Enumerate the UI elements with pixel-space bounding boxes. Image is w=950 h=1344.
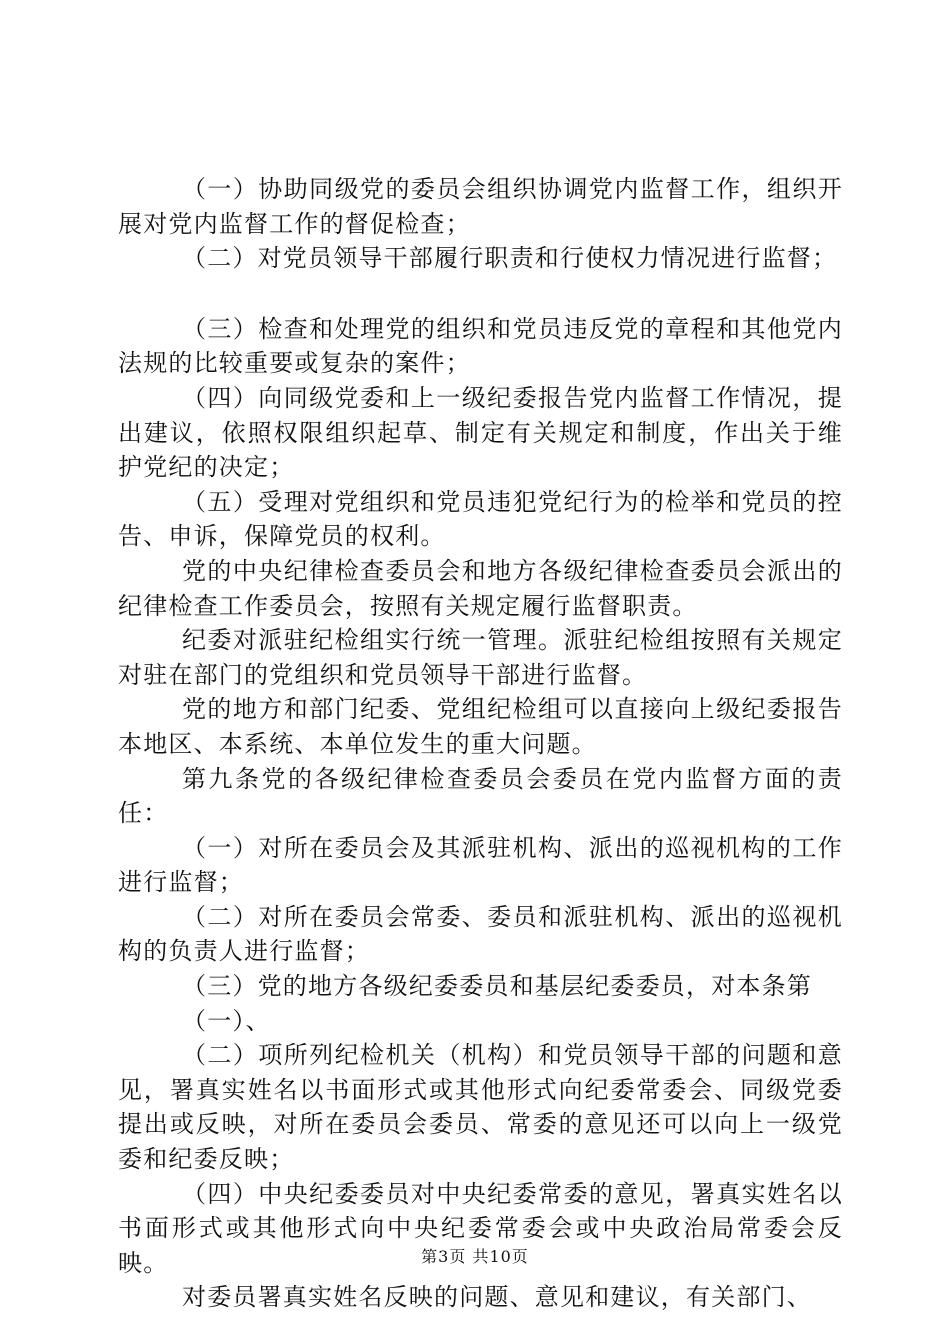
paragraph-13: （一）、 xyxy=(182,1006,271,1035)
paragraph-8: 党的地方和部门纪委、党组纪检组可以直接向上级纪委报告本地区、本系统、本单位发生的重大问题。 xyxy=(118,695,843,758)
paragraph-11: （二）对所在委员会常委、委员和派驻机构、派出的巡视机构的负责人进行监督； xyxy=(118,902,843,966)
paragraph-4: （四）向同级党委和上一级纪委报告党内监督工作情况，提出建议，依照权限组织起草、制定有关规定和制度，作出关于维护党纪的决定； xyxy=(118,383,843,482)
paragraph-5: （五）受理对党组织和党员违犯党纪行为的检举和党员的控告、申诉，保障党员的权利。 xyxy=(118,487,843,551)
paragraph-10: （一）对所在委员会及其派驻机构、派出的巡视机构的工作进行监督； xyxy=(118,833,843,897)
paragraph-12: （三）党的地方各级纪委委员和基层纪委委员，对本条第 xyxy=(182,972,812,1001)
paragraph-1: （一）协助同级党的委员会组织协调党内监督工作，组织开展对党内监督工作的督促检查； xyxy=(118,175,843,238)
page-number-footer: 第3页 共10页 xyxy=(421,1247,529,1266)
paragraph-2: （二）对党员领导干部履行职责和行使权力情况进行监督； xyxy=(182,244,838,273)
document-body xyxy=(118,172,843,1315)
paragraph-9: 第九条党的各级纪律检查委员会委员在党内监督方面的责任： xyxy=(118,764,843,828)
paragraph-16: 对委员署真实姓名反映的问题、意见和建议，有关部门、 xyxy=(182,1283,812,1312)
paragraph-3: （三）检查和处理党的组织和党员违反党的章程和其他党内法规的比较重要或复杂的案件； xyxy=(118,314,843,378)
paragraph-15: （四）中央纪委委员对中央纪委常委的意见，署真实姓名以书面形式或其他形式向中央纪委常委会或中央政治局常委会反映。 xyxy=(118,1179,843,1277)
paragraph-6: 党的中央纪律检查委员会和地方各级纪律检查委员会派出的纪律检查工作委员会，按照有关规定履行监督职责。 xyxy=(118,556,843,620)
paragraph-7: 纪委对派驻纪检组实行统一管理。派驻纪检组按照有关规定对驻在部门的党组织和党员领导干部进行监督。 xyxy=(118,626,843,689)
paragraph-14: （二）项所列纪检机关（机构）和党员领导干部的问题和意见，署真实姓名以书面形式或其他形式向纪委常委会、同级党委提出或反映，对所在委员会委员、常委的意见还可以向上一级党委和纪委反映； xyxy=(118,1041,843,1174)
